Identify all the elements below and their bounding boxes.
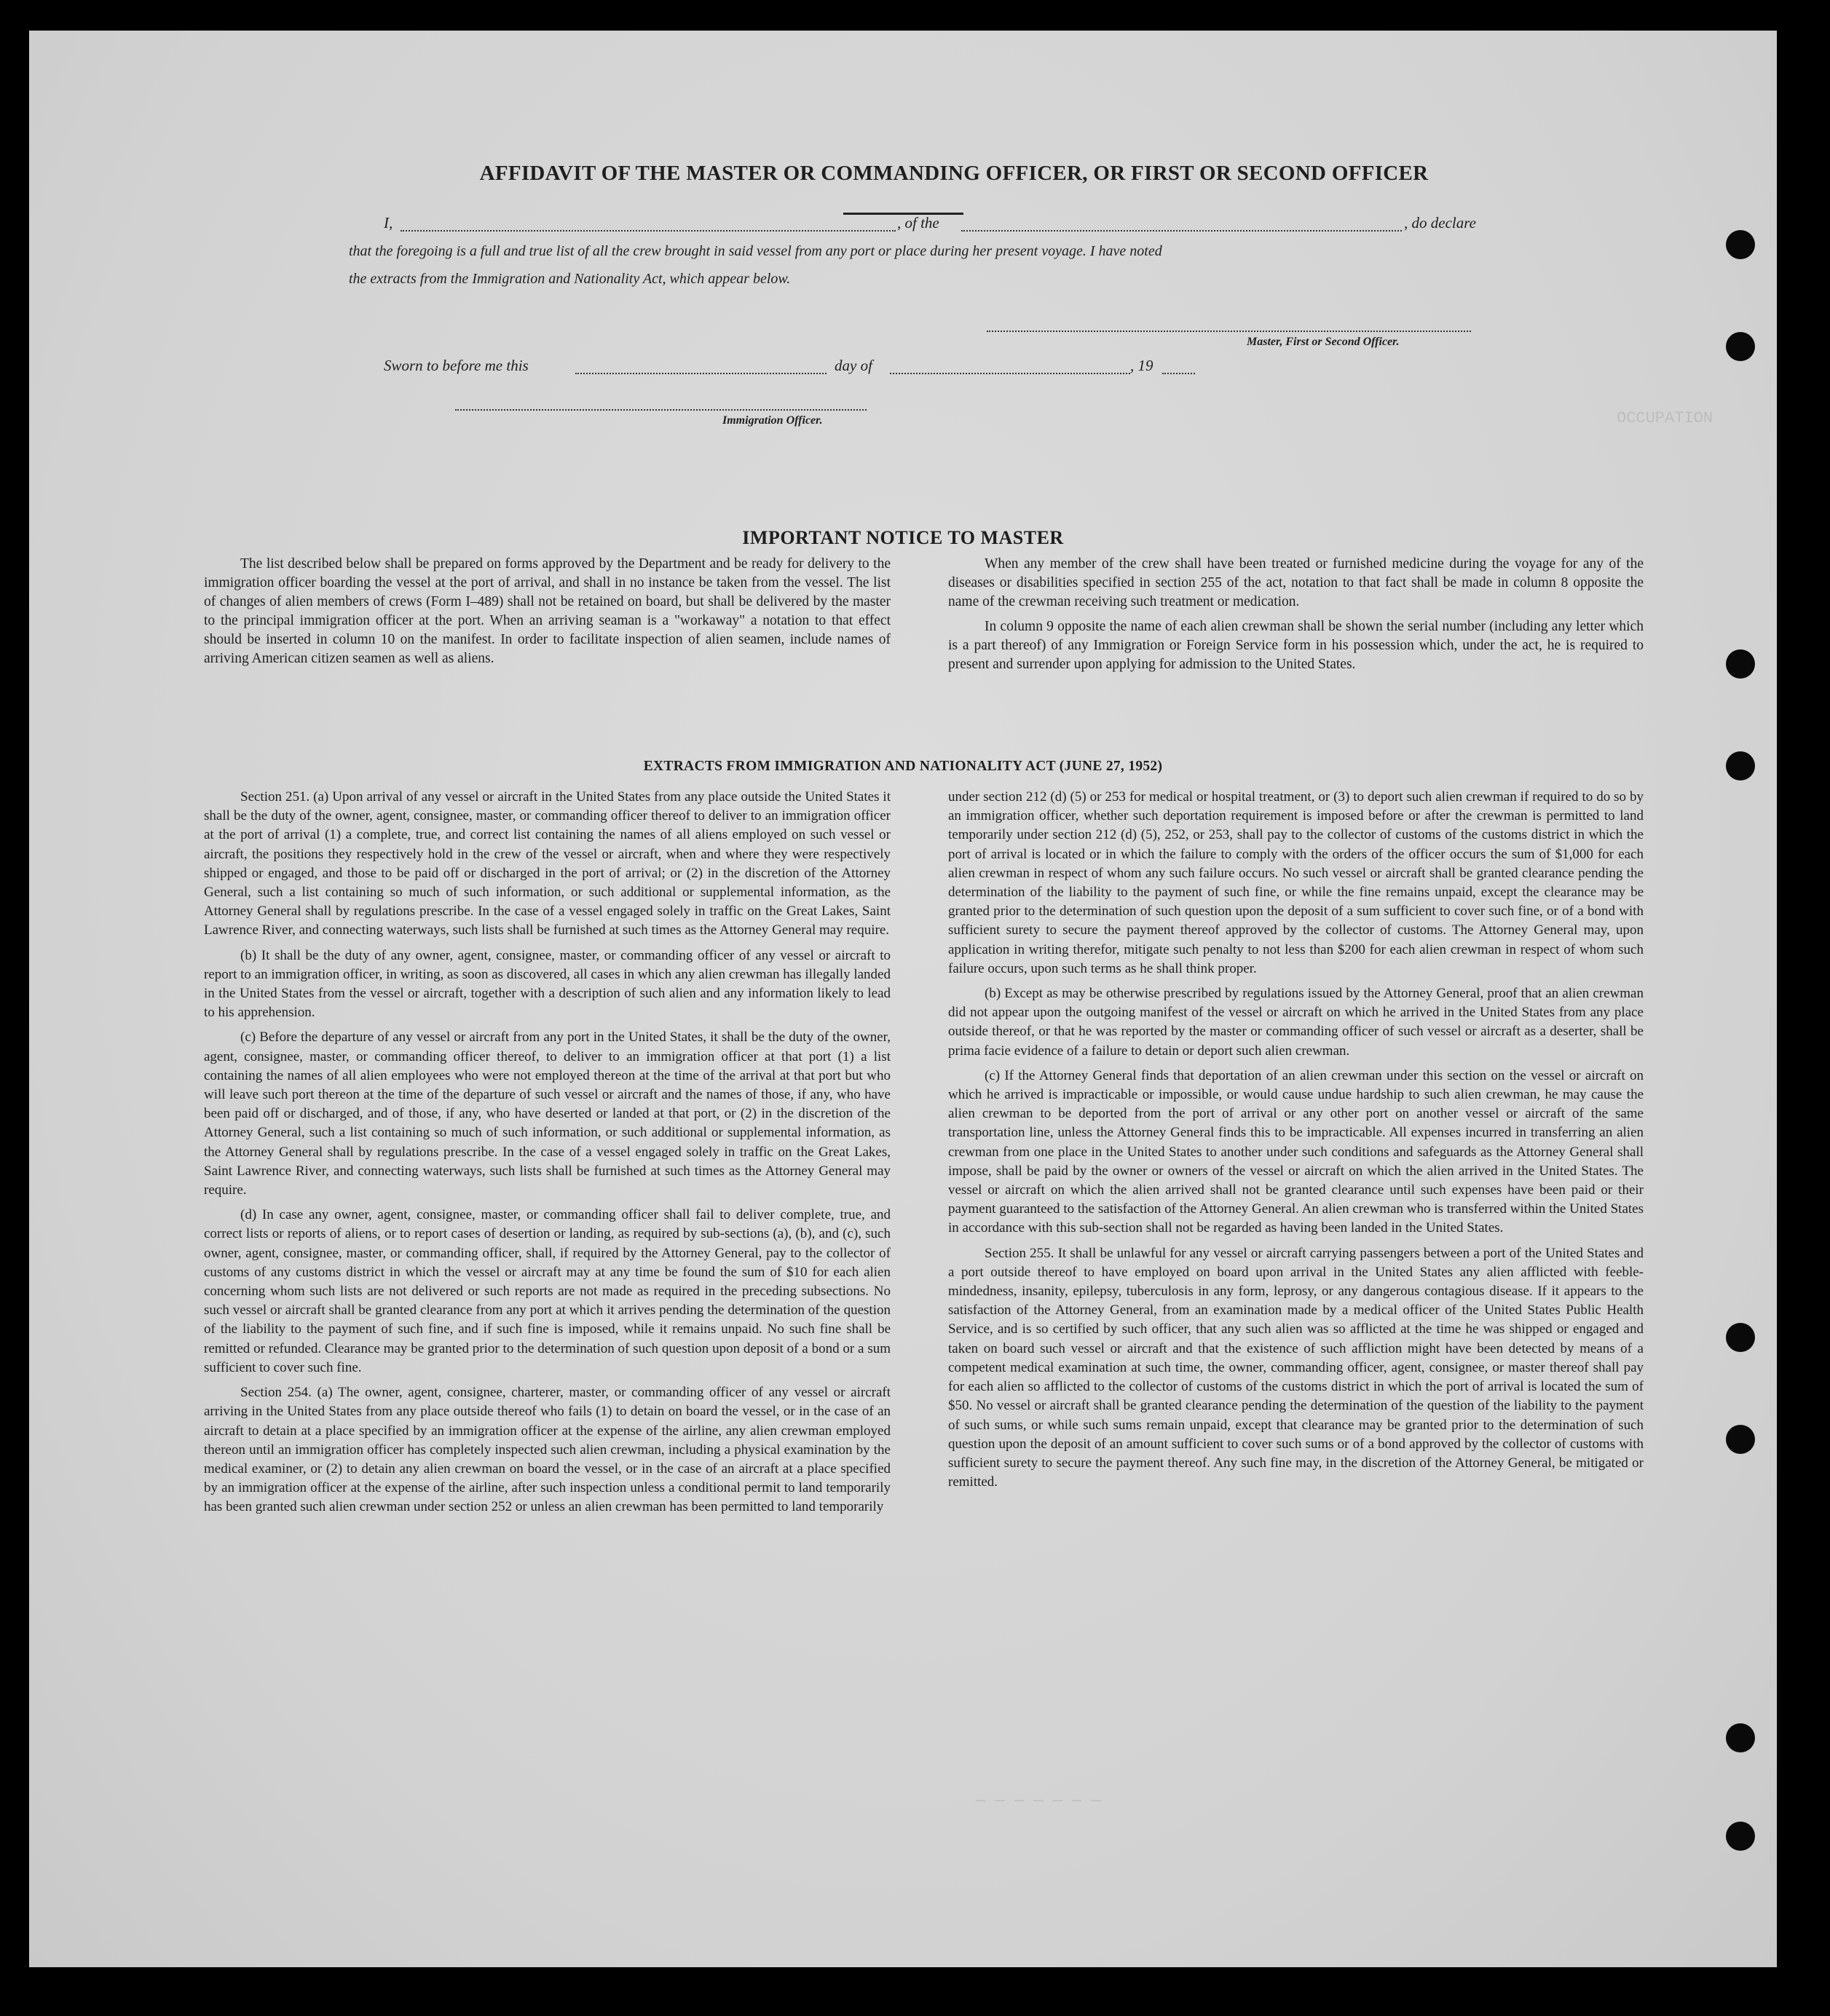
- document-page: [29, 31, 1777, 1967]
- affidavit-declare: , do declare: [1404, 214, 1476, 232]
- notice-right-column: [948, 555, 1644, 674]
- extracts-right-column: [948, 788, 1644, 1492]
- name-blank-line[interactable]: [401, 230, 896, 232]
- binder-hole: [1726, 1323, 1755, 1352]
- officer-signature-line[interactable]: [455, 409, 867, 411]
- section-254b: (b) Except as may be otherwise prescribed by regulations issued by the Attorney General, proof that an alien crewman did not appear upon the outgoing manifest of the vessel or aircraft on which he arrived in the United States from any place outside thereof, or that he was reported by the master or commanding officer of such vessel or aircraft as a deserter, shall be prima facie evidence of a failure to detain or deport such alien crewman.: [948, 986, 1644, 1059]
- section-251a: Section 251. (a) Upon arrival of any vessel or aircraft in the United States from any place outside the United States it shall be the duty of the owner, agent, consignee, master, or commanding officer thereof to deliver to an immigration officer at the port of arrival (1) a complete, true, and correct list containing the names of all aliens employed on such vessel or aircraft, the positions they respectively hold in the crew of the vessel or aircraft, when and where they were respectively shipped or engaged, and those to be paid off or discharged in the port of arrival; or (2) in the discretion of the Attorney General, such a list containing so much of such information, or such additional or supplemental information, as the Attorney General shall by regulations prescribe. In the case of a vessel engaged solely in traffic on the Great Lakes, Saint Lawrence River, and connecting waterways, such lists shall be furnished at such times as the Attorney General may require.: [204, 789, 891, 938]
- year-prefix: , 19: [1130, 357, 1153, 374]
- sworn-label: Sworn to before me this: [384, 357, 529, 374]
- officer-label: Immigration Officer.: [722, 414, 823, 427]
- notice-left-column: [204, 555, 891, 668]
- sworn-month-line[interactable]: [890, 373, 1130, 374]
- binder-hole: [1726, 332, 1755, 361]
- binder-hole: [1726, 751, 1755, 780]
- binder-hole: [1726, 1425, 1755, 1454]
- affidavit-title: AFFIDAVIT OF THE MASTER OR COMMANDING OFFICER, OR FIRST OR SECOND OFFICER: [479, 162, 1429, 185]
- binder-hole: [1726, 230, 1755, 259]
- affidavit-statement-1: that the foregoing is a full and true list of all the crew brought in said vessel from any port or place during her present voyage. I have noted: [349, 243, 1162, 259]
- affidavit-of-the: , of the: [897, 214, 939, 232]
- section-254a: Section 254. (a) The owner, agent, consignee, charterer, master, or commanding officer of any vessel or aircraft arriving in the United States from any place outside thereof who fails (1) to detain on board the vessel, or in the case of an aircraft to detain at a place specified by an immigration officer at the expense of the airline, any alien crewman employed thereon until an immigration officer has completely inspected such alien crewman, including a physical examination by the medical examiner, or (2) to detain any alien crewman on board the vessel, or in the case of an aircraft at a place specified by an immigration officer at the expense of the airline, after such inspection unless a conditional permit to land temporarily has been granted such alien crewman under section 252 or unless an alien crewman has been permitted to land temporarily: [204, 1385, 891, 1515]
- notice-title: IMPORTANT NOTICE TO MASTER: [742, 527, 1064, 548]
- master-label: Master, First or Second Officer.: [1247, 336, 1400, 348]
- sworn-year-line[interactable]: [1162, 373, 1195, 374]
- binder-hole: [1726, 1723, 1755, 1752]
- section-251d: (d) In case any owner, agent, consignee, master, or commanding officer shall fail to deliver complete, true, and correct lists or reports of aliens, or to report cases of desertion or landing, as required by sub-sections (a), (b), and (c), such owner, agent, consignee, master, or commanding officer, shall, if required by the Attorney General, pay to the collector of customs of any customs district in which the vessel or aircraft may at any time be found the sum of $10 for each alien concerning whom such lists are not delivered or such reports are not made as required in the preceding subsections. No such vessel or aircraft shall be granted clearance from any port at which it arrives pending the determination of the question of the liability to the payment of such fine, and if such fine is imposed, while it remains unpaid. No such fine shall be remitted or refunded. Clearance may be granted prior to the determination of such question upon deposit of a bond or a sum sufficient to cover such fine.: [204, 1207, 891, 1375]
- section-254a-cont: under section 212 (d) (5) or 253 for medical or hospital treatment, or (3) to deport such alien crewman if required to do so by an immigration officer, whether such deportation requirement is imposed before or after the crewman is permitted to land temporarily under section 212 (d) (5), 252, or 253, shall pay to the collector of customs of the customs district in which the port of arrival is located or in which the failure to comply with the orders of the officer occurs the sum of $1,000 for each alien crewman in respect of whom any such failure occurs. No such vessel or aircraft shall be granted clearance pending the determination of the liability to the payment of such fine, or while the fine remains unpaid, except the clearance may be granted prior to the determination of such question upon the deposit of a sum sufficient to cover such fine, or of a bond with sufficient surety to secure the payment thereof approved by the collector of customs. The Attorney General may, upon application in writing therefor, mitigate such penalty to not less than $200 for each alien crewman in respect of whom such failure occurs, upon such terms as he shall think proper.: [948, 789, 1644, 976]
- affidavit-i: I,: [384, 214, 393, 232]
- notice-right-paragraph-1: When any member of the crew shall have been treated or furnished medicine during the voyage for any of the diseases or disabilities specified in section 255 of the act, notation to that fact shall be made in column 8 opposite the name of the crewman receiving such treatment or medication.: [948, 556, 1644, 609]
- day-of-label: day of: [835, 357, 872, 374]
- extracts-left-column: [204, 788, 891, 1517]
- show-through-bleed: OCCUPATION: [1617, 409, 1713, 427]
- binder-hole: [1726, 649, 1755, 679]
- binder-hole: [1726, 1822, 1755, 1851]
- sworn-day-line[interactable]: [575, 373, 827, 374]
- master-signature-line[interactable]: [987, 331, 1471, 332]
- vessel-blank-line[interactable]: [961, 230, 1402, 232]
- section-251b: (b) It shall be the duty of any owner, agent, consignee, master, or commanding officer of any vessel or aircraft to report to an immigration officer, in writing, as soon as discovered, all cases in which any alien crewman has illegally landed in the United States from the vessel or aircraft, together with a description of such alien and any information likely to lead to his apprehension.: [204, 947, 891, 1021]
- section-254c: (c) If the Attorney General finds that deportation of an alien crewman under this section on the vessel or aircraft on which he arrived is impracticable or impossible, or would cause undue hardship to such alien crewman, he may cause the alien crewman to be deported from the port of arrival or any other port on another vessel or aircraft of the same transportation line, unless the Attorney General finds this to be impracticable. All expenses incurred in transferring an alien crewman from one place in the United States to another under such conditions and safeguards as the Attorney General shall impose, shall be paid by the owner or owners of the vessel or aircraft on which the alien arrived in the United States. The vessel or aircraft on which the alien arrived shall not be granted clearance until such expenses have been paid or their payment guaranteed to the satisfaction of the Attorney General. An alien crewman who is transferred within the United States in accordance with this sub-section shall not be regarded as having been landed in the United States.: [948, 1067, 1644, 1236]
- extracts-title: EXTRACTS FROM IMMIGRATION AND NATIONALITY ACT (JUNE 27, 1952): [643, 759, 1163, 774]
- notice-right-paragraph-2: In column 9 opposite the name of each alien crewman shall be shown the serial number (including any letter which is a part thereof) of any Immigration or Foreign Service form in his possession which, under the act, he is required to present and surrender upon applying for admission to the United States.: [948, 619, 1644, 672]
- affidavit-statement-2: the extracts from the Immigration and Nationality Act, which appear below.: [349, 271, 791, 287]
- section-251c: (c) Before the departure of any vessel or aircraft from any port in the United States, it shall be the duty of the owner, agent, consignee, master, or commanding officer thereof, to deliver to an immigration officer at that port (1) a list containing the names of all alien employees who were not employed thereon at the time of the arrival at that port but who will leave such port thereon at the time of the departure of such vessel or aircraft and the names of those, if any, who have been paid off or discharged, and of those, if any, who have deserted or landed at that port, or (2) in the discretion of the Attorney General, such a list containing so much of such information, or such additional or supplemental information, as the Attorney General shall by regulations prescribe. In the case of a vessel engaged solely in traffic on the Great Lakes, Saint Lawrence River, and connecting waterways, such lists shall be furnished at such times as the Attorney General may require.: [204, 1029, 891, 1198]
- notice-left-paragraph: The list described below shall be prepared on forms approved by the Department and be ready for delivery to the immigration officer boarding the vessel at the port of arrival, and shall in no instance be taken from the vessel. The list of changes of alien members of crews (Form I–489) shall not be retained on board, but shall be delivered by the master to the principal immigration officer at the port. When an arriving seaman is a "workaway" a notation to that effect should be inserted in column 10 on the manifest. In order to facilitate inspection of alien seamen, include names of arriving American citizen seamen as well as aliens.: [204, 556, 891, 666]
- show-through-bleed: ─ ─ ─ ─ ─ ─ ─: [976, 1792, 1101, 1811]
- section-255: Section 255. It shall be unlawful for any vessel or aircraft carrying passengers between a port of the United States and a port outside thereof to have employed on board upon arrival in the United States any alien afflicted with feeble-mindedness, insanity, epilepsy, tuberculosis in any form, leprosy, or any dangerous contagious disease. If it appears to the satisfaction of the Attorney General, from an examination made by a medical officer of the United States Public Health Service, and is so certified by such officer, that any such alien was so afflicted at the time he was shipped or engaged and taken on board such vessel or aircraft and that the existence of such affliction might have been detected by means of a competent medical examination at such time, the owner, commanding officer, agent, consignee, or master thereof shall pay for each alien so afflicted to the collector of customs of the customs district in which the port of arrival is located the sum of $50. No vessel or aircraft shall be granted clearance pending the determination of the question of the liability to the payment of such sums, or while such sums remain unpaid, except that clearance may be granted prior to the determination of such question upon the deposit of an amount sufficient to cover such sums or of a bond approved by the collector of customs with sufficient surety to secure the payment thereof. Any such fine may, in the discretion of the Attorney General, be mitigated or remitted.: [948, 1245, 1644, 1490]
